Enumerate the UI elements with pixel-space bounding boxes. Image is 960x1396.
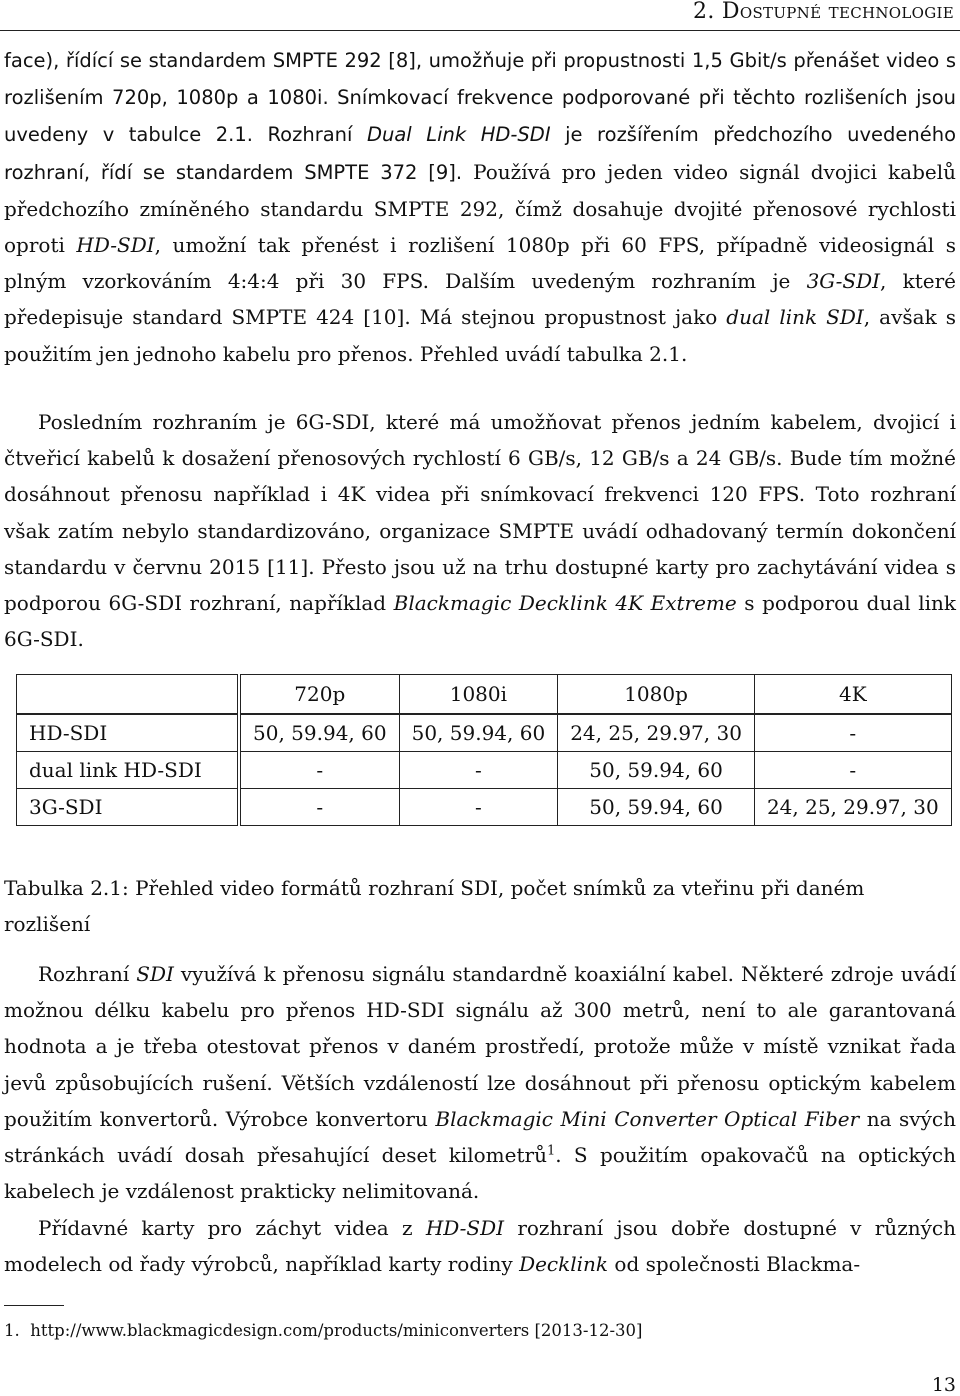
paragraph-4: Přídavné karty pro záchyt videa z HD-SDI rozhraní jsou dobře dostupné v různých modelech od řady výrobců, například karty rodiny Decklink od společnosti Blackma- <box>4 1216 956 1277</box>
table-row <box>17 714 952 752</box>
table-header-cell <box>17 675 240 715</box>
table-cell: 50, 59.94, 60 <box>558 789 755 826</box>
footnote-marker[interactable]: 1 <box>546 1143 556 1159</box>
table-header-cell: 720p <box>239 675 399 715</box>
table-cell: 50, 59.94, 60 <box>558 752 755 789</box>
table-cell: dual link HD-SDI <box>17 752 240 789</box>
table-cell: - <box>754 714 951 752</box>
table-row <box>17 752 952 789</box>
table-cell: 24, 25, 29.97, 30 <box>754 789 951 826</box>
table-header-cell: 4K <box>754 675 951 715</box>
header-rule <box>0 30 960 31</box>
table-cell: - <box>754 752 951 789</box>
running-head <box>693 0 954 24</box>
table-cell: 3G-SDI <box>17 789 240 826</box>
paragraph-1: face), řídící se standardem SMPTE 292 [8], umožňuje při propustnosti 1,5 Gbit/s přenášet video s rozlišením 720p, 1080p a 1080i. Snímkovací frekvence podporované při těchto rozlišeních jsou uvedeny v tabulce 2.1. Rozhraní Dual Link HD-SDI je rozšířením předchozího uvedeného rozhraní, řídí se standardem SMPTE 372 [9]. Používá pro jeden video signál dvojici kabelů předchozího zmíněného standardu SMPTE 292, čímž dosahuje dvojité přenosové rychlosti oproti HD-SDI, umožní tak přenést i rozlišení 1080p při 60 FPS, případně videosignál s plným vzorkováním 4:4:4 při 30 FPS. Dalším uvedeným rozhraním je 3G-SDI, které předepisuje standard SMPTE 424 [10]. Má stejnou propustnost jako dual link SDI, avšak s použitím jen jednoho kabelu pro přenos. Přehled uvádí tabulka 2.1. <box>4 49 957 366</box>
table-cell: - <box>239 789 399 826</box>
chapter-title-rest: ostupné technologie <box>739 0 954 24</box>
table-header-cell: 1080p <box>558 675 755 715</box>
table-cell: - <box>399 789 558 826</box>
table-cell: 50, 59.94, 60 <box>239 714 399 752</box>
footnote-rule <box>4 1305 64 1306</box>
footnote <box>4 1320 642 1342</box>
paragraph-2: Posledním rozhraním je 6G-SDI, které má umožňovat přenos jedním kabelem, dvojicí i čtveřicí kabelů k dosažení přenosových rychlostí 6 GB/s, 12 GB/s a 24 GB/s. Bude tím možné dosáhnout přenosu například i 4K videa při snímkovací frekvenci 120 FPS. Toto rozhraní však zatím nebylo standardizováno, organizace SMPTE uvádí odhadovaný termín dokončení standardu v červnu 2015 [11]. Přesto jsou už na trhu dostupné karty pro zachytávání videa s podporou 6G-SDI rozhraní, například Blackmagic Decklink 4K Extreme s podporou dual link 6G-SDI. <box>4 410 956 652</box>
table-cell: - <box>239 752 399 789</box>
page-number: 13 <box>931 1374 956 1396</box>
table-cell: 24, 25, 29.97, 30 <box>558 714 755 752</box>
paragraph-3: Rozhraní SDI využívá k přenosu signálu standardně koaxiální kabel. Některé zdroje uvádí možnou délku kabelu pro přenos HD-SDI signálu až 300 metrů, není to ale garantovaná hodnota a je třeba otestovat přenos v daném prostředí, protože může v místě vznikat řada jevů způsobujících rušení. Větších vzdáleností lze dosáhnout při přenosu optickým kabelem použitím konvertorů. Výrobce konvertoru Blackmagic Mini Converter Optical Fiber na svých stránkách uvádí dosah přesahující deset kilometrů$^1$. S použitím opakovačů na optických kabelech je vzdálenost prakticky nelimitovaná. <box>4 962 956 1204</box>
table-row <box>17 789 952 826</box>
sdi-formats-table <box>16 674 952 826</box>
footnote-link[interactable]: http://www.blackmagicdesign.com/products/miniconverters [2013-12-30] <box>30 1321 643 1340</box>
chapter-initial: D <box>721 0 740 24</box>
chapter-number: 2. <box>693 0 715 24</box>
table-header-row <box>17 675 952 715</box>
table-cell: 50, 59.94, 60 <box>399 714 558 752</box>
table-header-cell: 1080i <box>399 675 558 715</box>
table-cell: - <box>399 752 558 789</box>
footnote-number: 1. <box>4 1321 20 1340</box>
table-cell: HD-SDI <box>17 714 240 752</box>
table-caption: Tabulka 2.1: Přehled video formátů rozhraní SDI, počet snímků za vteřinu při daném rozlišení <box>4 876 865 936</box>
